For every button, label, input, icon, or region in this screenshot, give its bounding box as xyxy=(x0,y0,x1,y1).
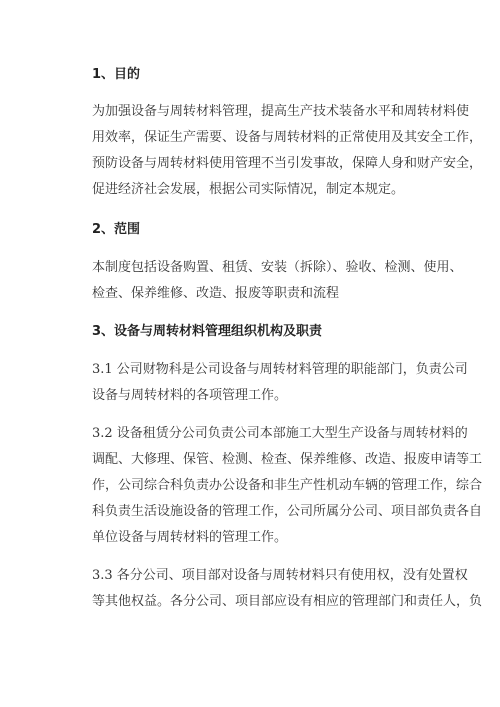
section-2-para-1-line-1: 本制度包括设备购置、租赁、安装（拆除）、验收、检测、使用、 xyxy=(92,260,463,275)
section-1-para-1-line-3: 预防设备与周转材料使用管理不当引发事故，保障人身和财产安全， xyxy=(92,156,483,171)
section-3-1-line-1: 3.1 公司财物科是公司设备与周转材料管理的职能部门，负责公司 xyxy=(92,362,468,377)
section-2-heading: 2、范围 xyxy=(92,222,141,237)
section-3-2-line-3: 作，公司综合科负责办公设备和非生产性机动车辆的管理工作，综合 xyxy=(92,478,483,493)
section-2-para-1-line-2: 检查、保养维修、改造、报废等职责和流程 xyxy=(92,286,340,301)
section-3-3-line-2: 等其他权益。各分公司、项目部应设有相应的管理部门和责任人，负 xyxy=(92,594,483,609)
section-1-para-1-line-4: 促进经济社会发展，根据公司实际情况，制定本规定。 xyxy=(92,182,405,197)
section-3-2-line-5: 单位设备与周转材料的管理工作。 xyxy=(92,530,288,545)
section-1-heading: 1、目的 xyxy=(92,67,141,82)
section-3-3-line-1: 3.3 各分公司、项目部对设备与周转材料只有使用权，没有处置权 xyxy=(92,568,468,583)
section-1-para-1-line-2: 用效率，保证生产需要、设备与周转材料的正常使用及其安全工作， xyxy=(92,130,483,145)
section-3-2-line-4: 科负责生活设施设备的管理工作，公司所属分公司、项目部负责各自 xyxy=(92,504,483,519)
section-3-heading: 3、设备与周转材料管理组织机构及职责 xyxy=(92,324,323,339)
section-1-para-1-line-1: 为加强设备与周转材料管理，提高生产技术装备水平和周转材料使 xyxy=(92,104,470,119)
section-3-2-line-1: 3.2 设备租赁分公司负责公司本部施工大型生产设备与周转材料的 xyxy=(92,426,468,441)
section-3-1-line-2: 设备与周转材料的各项管理工作。 xyxy=(92,388,288,403)
section-3-2-line-2: 调配、大修理、保管、检测、检查、保养维修、改造、报废申请等工 xyxy=(92,452,483,467)
